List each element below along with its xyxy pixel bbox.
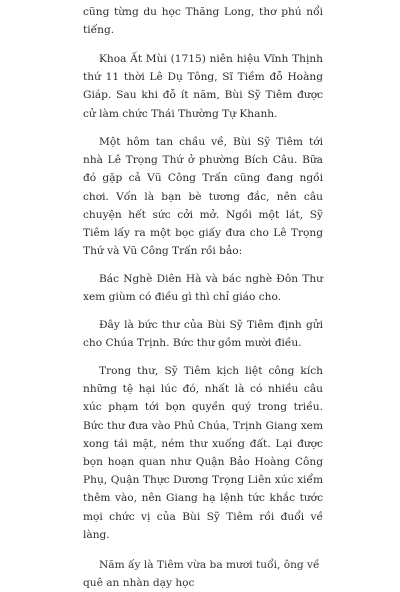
paragraph-intro-end: cũng từng du học Thăng Long, thơ phú nổi tiếng. [83,6,323,37]
paragraph-request: Bác Nghè Diên Hà và bác nghè Đôn Thư xem giùm có điều gì thì chỉ giáo cho. [83,273,323,304]
paragraph-visit: Một hôm tan chầu về, Bùi Sỹ Tiêm tới nhà Lê Trọng Thứ ở phường Bích Câu. Bữa đó gặp cả Vũ Công Trấn cũng đang ngồi chơi. Vốn là bạn bè tương đắc, nên câu chuyện hết sức cởi mở. Ngồi một lát, Sỹ Tiêm lấy ra một bọc giấy đưa cho Lê Trọng Thứ và Vũ Công Trấn rồi bảo: [83,136,323,258]
paragraph-exam: Khoa Ất Mùi (1715) niên hiệu Vĩnh Thịnh thứ 11 thời Lê Dụ Tông, Sĩ Tiềm đỗ Hoàng Giáp. Sau khi đỗ ít năm, Bùi Sỹ Tiêm được cử làm chức Thái Thường Tự Khanh. [83,53,323,120]
paragraph-letter-content: Trong thư, Sỹ Tiêm kịch liệt công kích những tệ hại lúc đó, nhất là có nhiều câu xúc phạm tới bọn quyền quý trong triều. Bức thư đưa vào Phủ Chúa, Trịnh Giang xem xong tái mặt, ném thư xuống đất. Lại được bọn hoạn quan như Quận Bảo Hoàng Công Phụ, Quận Thực Dương Trọng Liên xúc xiểm thêm vào, nên Giang hạ lệnh tức khắc tước mọi chức vị của Bùi Sỹ Tiêm rồi đuổi về làng. [83,365,323,541]
paragraph-cut-off: Năm ấy là Tiêm vừa ba mươi tuổi, ông về quê an nhàn dạy học [83,559,320,590]
paragraph-letter: Đây là bức thư của Bùi Sỹ Tiêm định gửi cho Chúa Trịnh. Bức thư gồm mười điều. [83,319,323,350]
